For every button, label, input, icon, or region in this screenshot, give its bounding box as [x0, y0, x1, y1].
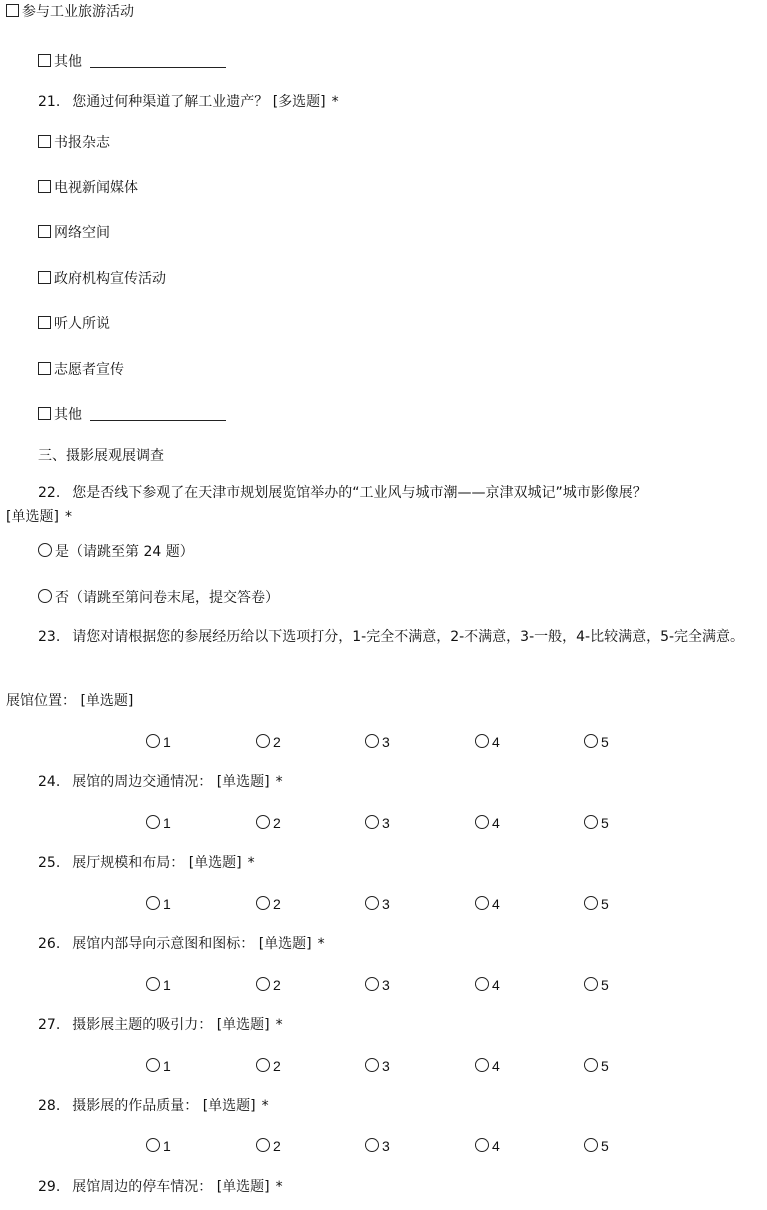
rating-option[interactable]: 2 [256, 975, 281, 995]
rating-option[interactable]: 2 [256, 813, 281, 833]
radio[interactable] [38, 543, 52, 557]
rating-option[interactable]: 1 [146, 894, 171, 914]
q21-option[interactable]: 网络空间 [38, 223, 110, 243]
rating-option[interactable]: 3 [365, 975, 390, 995]
radio[interactable] [365, 1138, 379, 1152]
radio[interactable] [256, 896, 270, 910]
radio[interactable] [256, 1138, 270, 1152]
q23-sub-item: 展馆位置： [单选题] [6, 693, 134, 709]
rating-option[interactable]: 5 [584, 1056, 609, 1076]
q21-option-other[interactable]: 其他 [38, 405, 226, 425]
checkbox[interactable] [6, 4, 19, 17]
q24-title: 24. 展馆的周边交通情况： [单选题] * [38, 774, 283, 790]
radio[interactable] [584, 734, 598, 748]
radio[interactable] [146, 1058, 160, 1072]
checkbox[interactable] [38, 54, 51, 67]
checkbox[interactable] [38, 407, 51, 420]
radio[interactable] [146, 896, 160, 910]
q21-option[interactable]: 书报杂志 [38, 133, 110, 153]
q21-option[interactable]: 听人所说 [38, 314, 110, 334]
q26-title: 26. 展馆内部导向示意图和图标： [单选题] * [38, 936, 325, 952]
q21-title: 21. 您通过何种渠道了解工业遗产？ [多选题] * [38, 94, 339, 110]
q27-title: 27. 摄影展主题的吸引力： [单选题] * [38, 1017, 283, 1033]
radio[interactable] [475, 896, 489, 910]
radio[interactable] [146, 734, 160, 748]
rating-option[interactable]: 3 [365, 813, 390, 833]
checkbox[interactable] [38, 271, 51, 284]
q21-option[interactable]: 政府机构宣传活动 [38, 269, 166, 289]
other-text-field[interactable] [90, 55, 226, 68]
q22-option-no[interactable]: 否（请跳至第问卷末尾，提交答卷） [38, 588, 279, 608]
radio[interactable] [475, 1058, 489, 1072]
rating-scale-q28 [0, 1136, 767, 1156]
radio[interactable] [146, 977, 160, 991]
q22-option-yes[interactable]: 是（请跳至第 24 题） [38, 542, 194, 562]
radio[interactable] [365, 734, 379, 748]
radio[interactable] [584, 1058, 598, 1072]
rating-option[interactable]: 5 [584, 813, 609, 833]
checkbox[interactable] [38, 135, 51, 148]
radio[interactable] [146, 1138, 160, 1152]
radio[interactable] [584, 977, 598, 991]
rating-option[interactable]: 2 [256, 894, 281, 914]
radio[interactable] [146, 815, 160, 829]
rating-option[interactable]: 4 [475, 813, 500, 833]
q23-title: 23. 请您对请根据您的参展经历给以下选项打分，1-完全不满意，2-不满意，3-一般，4-比较满意，5-完全满意。 [38, 629, 745, 645]
rating-option[interactable]: 1 [146, 1136, 171, 1156]
rating-option[interactable]: 4 [475, 1056, 500, 1076]
radio[interactable] [365, 977, 379, 991]
rating-option[interactable]: 2 [256, 1136, 281, 1156]
section-title: 三、摄影展观展调查 [38, 448, 164, 464]
rating-option[interactable]: 1 [146, 975, 171, 995]
rating-option[interactable]: 5 [584, 732, 609, 752]
q21-option[interactable]: 电视新闻媒体 [38, 178, 138, 198]
rating-option[interactable]: 5 [584, 894, 609, 914]
q20-option-industrial-tourism[interactable]: 参与工业旅游活动 [6, 2, 134, 22]
radio[interactable] [256, 734, 270, 748]
rating-scale-q27 [0, 1056, 767, 1076]
rating-option[interactable]: 5 [584, 975, 609, 995]
required-mark: * [275, 1179, 283, 1195]
q28-title: 28. 摄影展的作品质量： [单选题] * [38, 1098, 269, 1114]
radio[interactable] [584, 896, 598, 910]
rating-scale-q25 [0, 894, 767, 914]
rating-option[interactable]: 4 [475, 894, 500, 914]
rating-option[interactable]: 3 [365, 732, 390, 752]
q20-option-other[interactable]: 其他 [38, 52, 226, 72]
rating-scale-q26 [0, 975, 767, 995]
rating-option[interactable]: 2 [256, 1056, 281, 1076]
checkbox[interactable] [38, 316, 51, 329]
checkbox[interactable] [38, 362, 51, 375]
rating-option[interactable]: 2 [256, 732, 281, 752]
required-mark: * [247, 855, 255, 871]
q25-title: 25. 展厅规模和布局： [单选题] * [38, 855, 255, 871]
radio[interactable] [256, 815, 270, 829]
q21-option[interactable]: 志愿者宣传 [38, 360, 124, 380]
checkbox[interactable] [38, 180, 51, 193]
rating-option[interactable]: 3 [365, 1136, 390, 1156]
required-mark: * [64, 509, 72, 525]
required-mark: * [317, 936, 325, 952]
rating-option[interactable]: 4 [475, 1136, 500, 1156]
rating-option[interactable]: 5 [584, 1136, 609, 1156]
radio[interactable] [256, 977, 270, 991]
required-mark: * [331, 94, 339, 110]
radio[interactable] [38, 589, 52, 603]
checkbox[interactable] [38, 225, 51, 238]
rating-scale-location [0, 732, 767, 752]
rating-option[interactable]: 4 [475, 975, 500, 995]
required-mark: * [261, 1098, 269, 1114]
other-text-field[interactable] [90, 408, 226, 421]
rating-option[interactable]: 1 [146, 813, 171, 833]
rating-option[interactable]: 4 [475, 732, 500, 752]
q22-title: 22. 您是否线下参观了在天津市规划展览馆举办的“工业风与城市潮——京津双城记”城市影像展？ [单选题] * [6, 485, 647, 525]
radio[interactable] [365, 1058, 379, 1072]
rating-option[interactable]: 3 [365, 894, 390, 914]
rating-scale-q24 [0, 813, 767, 833]
required-mark: * [275, 1017, 283, 1033]
rating-option[interactable]: 1 [146, 1056, 171, 1076]
radio[interactable] [475, 1138, 489, 1152]
radio[interactable] [475, 977, 489, 991]
radio[interactable] [365, 896, 379, 910]
radio[interactable] [256, 1058, 270, 1072]
radio[interactable] [584, 1138, 598, 1152]
required-mark: * [275, 774, 283, 790]
radio[interactable] [475, 734, 489, 748]
radio[interactable] [365, 815, 379, 829]
radio[interactable] [475, 815, 489, 829]
radio[interactable] [584, 815, 598, 829]
rating-option[interactable]: 1 [146, 732, 171, 752]
rating-option[interactable]: 3 [365, 1056, 390, 1076]
q29-title: 29. 展馆周边的停车情况： [单选题] * [38, 1179, 283, 1195]
